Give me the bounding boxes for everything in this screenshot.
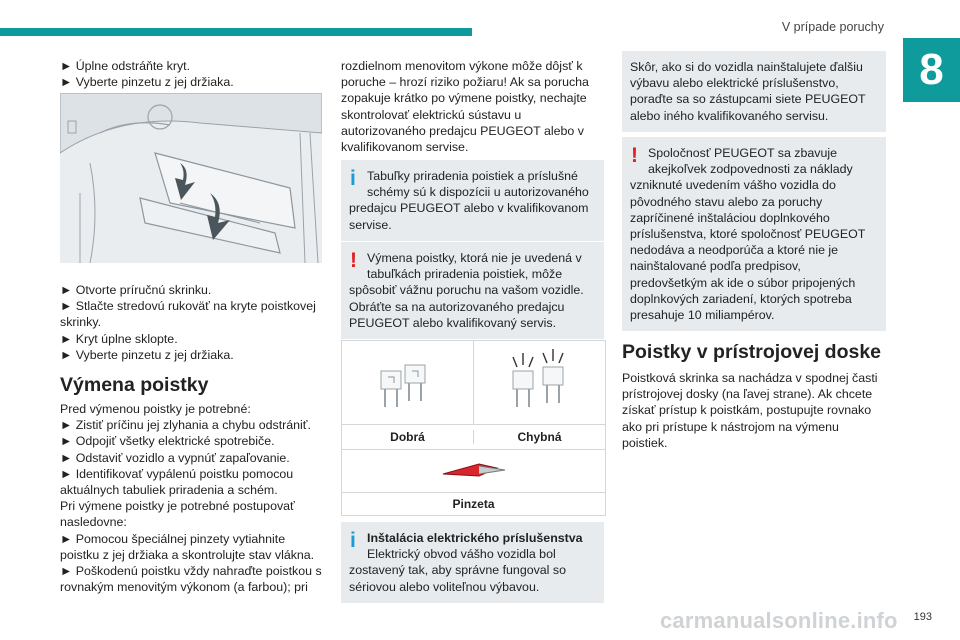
header-title: V prípade poruchy	[781, 20, 884, 34]
column-1-lower	[60, 282, 322, 595]
body-paragraph: rozdielnom menovitom výkone môže dôjsť k poruche – hrozí riziko požiaru! Ak sa porucha zopakuje krátko po výmene poistky, nechajte skontrolovať elektrickú sústavu u autorizovaného predajcu PEUGEOT alebo v kvalifikovanom servise.	[341, 59, 589, 155]
bad-fuse-icon	[495, 341, 585, 419]
info-text-rest: predajcu PEUGEOT alebo v kvalifikovanom servise.	[349, 201, 589, 232]
advice-text: Skôr, ako si do vozidla nainštalujete ďalšiu výbavu alebo elektrické príslušenstvo, poraďte sa so zástupcami siete PEUGEOT alebo iného kvalifikovaného servisu.	[630, 60, 866, 123]
good-label: Dobrá	[342, 430, 474, 444]
warning-text-rest: vzniknuté uvedením vášho vozidla do pôvodného stavu alebo za poruchy zapríčinené inštaláciou doplnkového príslušenstva, ktoré spoločnosť PEUGEOT nedodáva a neodporúča a ktoré nie je nainštalované podľa predpisov, predovšetkým ak ide o súbor pripojených doplnkových zariadení, ktorých spotreba presahuje 10 miliampérov.	[630, 178, 866, 323]
body-line: Pred výmenou poistky je potrebné:	[60, 402, 251, 417]
body-line: ► Odpojiť všetky elektrické spotrebiče.	[60, 434, 275, 449]
fuse-comparison-table	[341, 340, 606, 516]
warning-icon: !	[350, 249, 357, 272]
step-line: ► Stlačte stredovú rukoväť na kryte poistkovej skrinky.	[60, 299, 316, 330]
good-fuse-icon	[363, 341, 453, 419]
gray-box-accessories-advice	[622, 51, 886, 132]
info-text-first: Tabuľky priradenia poistiek a príslušné schémy sú k dispozícii u autorizovaného	[367, 169, 589, 200]
body-line: ► Poškodenú poistku vždy nahraďte poistkou s rovnakým menovitým výkonom (a farbou); pri	[60, 564, 322, 595]
glovebox-illustration	[60, 93, 322, 263]
header-accent-bar	[0, 28, 472, 36]
step-line: ► Otvorte príručnú skrinku.	[60, 283, 212, 297]
chapter-number-tab: 8	[903, 38, 960, 102]
body-line: ► Zistiť príčinu jej zlyhania a chybu odstrániť.	[60, 418, 311, 433]
body-line: Pri výmene poistky je potrebné postupovať nasledovne:	[60, 499, 295, 530]
warning-box-liability	[622, 137, 886, 331]
step-line: ► Vyberte pinzetu z jej držiaka.	[60, 75, 234, 90]
warning-text-first: Výmena poistky, ktorá nie je uvedená v tabuľkách priradenia poistiek, môže	[367, 251, 582, 282]
info-text-first: Elektrický obvod vášho vozidla bol	[367, 547, 556, 562]
body-line: ► Odstaviť vozidlo a vypnúť zapaľovanie.	[60, 450, 290, 465]
info-box-tables	[341, 160, 604, 241]
good-fuse-image-cell	[342, 341, 474, 424]
warning-icon: !	[631, 144, 638, 167]
info-icon: i	[350, 167, 356, 190]
step-line: ► Kryt úplne sklopte.	[60, 331, 178, 346]
info-text-rest: zostavený tak, aby správne fungoval so sériovou alebo voliteľnou výbavou.	[349, 563, 566, 594]
section-title-dashboard-fuses: Poistky v prístrojovej doske	[622, 341, 882, 363]
body-line: ► Pomocou špeciálnej pinzety vytiahnite poistku z jej držiaka a skontrolujte stav vlákna.	[60, 531, 315, 562]
column-1	[60, 58, 322, 90]
column-3-lower	[622, 340, 887, 451]
watermark: carmanualsonline.info	[660, 608, 898, 633]
bad-label: Chybná	[517, 430, 562, 444]
step-line: ► Úplne odstráňte kryt.	[60, 59, 191, 73]
step-line: ► Vyberte pinzetu z jej držiaka.	[60, 347, 234, 362]
column-2-paragraph	[341, 58, 604, 155]
body-paragraph: Poistková skrinka sa nachádza v spodnej časti prístrojovej dosky (na ľavej strane). Ak chcete získať prístup k poistkám, postupujte rovnako ako pri prístupe k nástrojom na výmenu poistiek.	[622, 371, 878, 450]
warning-box-fuse	[341, 242, 604, 339]
info-icon: i	[350, 529, 356, 552]
bad-fuse-image-cell	[474, 341, 605, 424]
page-number: 193	[913, 611, 932, 623]
info-title: Inštalácia elektrického príslušenstva	[367, 531, 583, 545]
tweezers-label: Pinzeta	[452, 497, 495, 511]
body-line: ► Identifikovať vypálenú poistku pomocou aktuálnych tabuliek priradenia a schém.	[60, 466, 294, 498]
section-title-fuse-replacement: Výmena poistky	[60, 374, 209, 397]
warning-text-first: Spoločnosť PEUGEOT sa zbavuje akejkoľvek zodpovednosti za náklady	[648, 146, 853, 177]
warning-text-rest: spôsobiť vážnu poruchu na vašom vozidle. Obráťte sa na autorizovaného predajcu PEUGEOT alebo kvalifikovaný servis.	[349, 283, 584, 330]
info-box-accessories	[341, 522, 604, 603]
tweezers-icon	[439, 456, 509, 486]
